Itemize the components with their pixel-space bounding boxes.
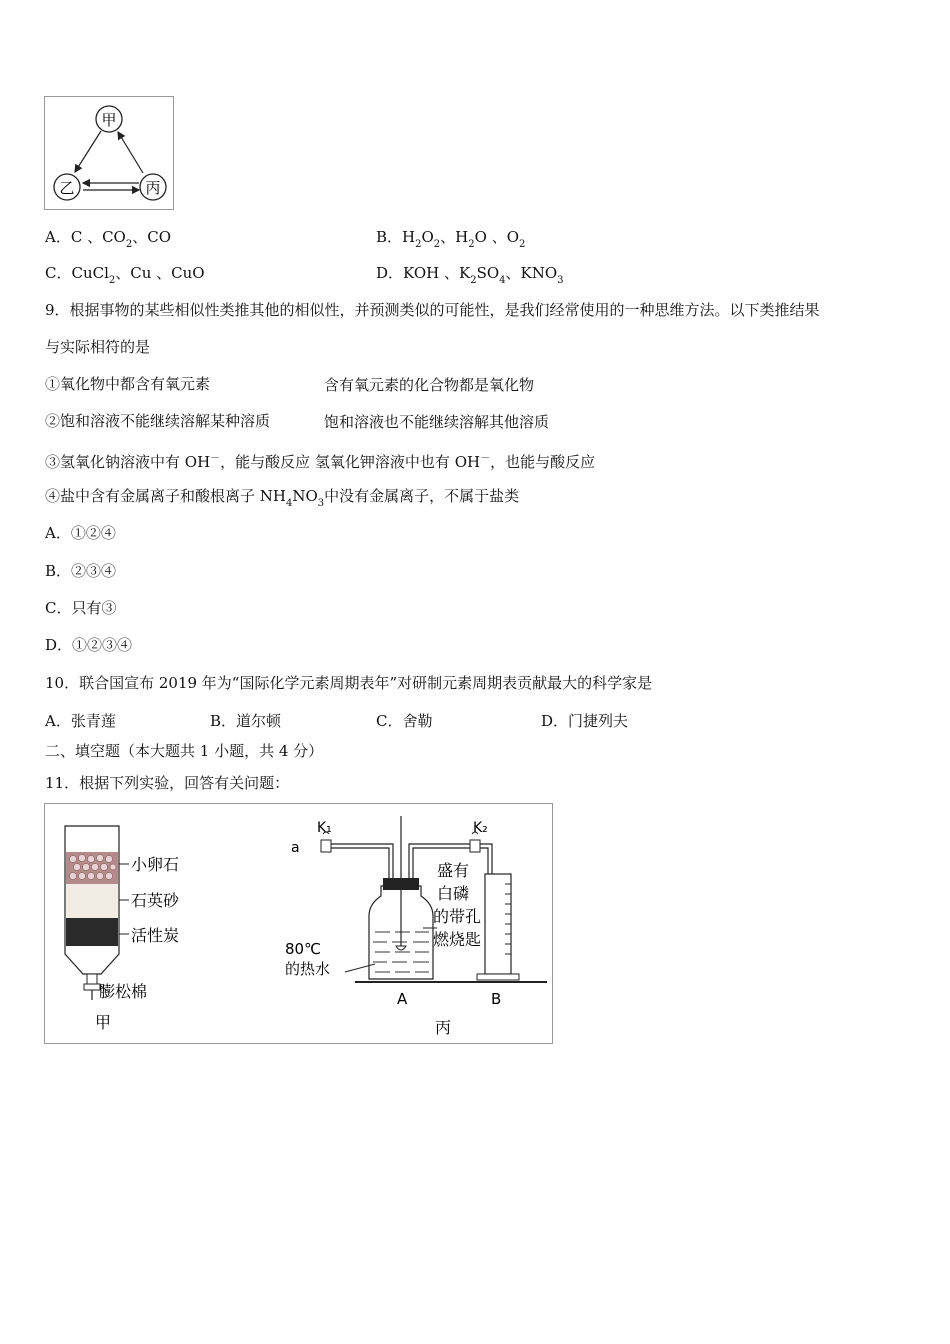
q9-item-1-right: 含有氧元素的化合物都是氧化物 xyxy=(324,376,535,394)
experiment-diagram xyxy=(45,804,552,1043)
q11-experiment-figure xyxy=(44,803,553,1044)
q9-item-1: ①氧化物中都含有氧元素 xyxy=(45,375,211,393)
node-left: 乙 xyxy=(59,179,75,197)
q9-option-c: C．只有③ xyxy=(45,599,117,617)
label-spoon-4: 燃烧匙 xyxy=(433,930,482,949)
label-jia: 甲 xyxy=(95,1013,112,1032)
cycle-diagram xyxy=(45,97,173,209)
q8-cycle-figure xyxy=(44,96,174,210)
label-bing: 丙 xyxy=(435,1018,452,1037)
q11-stem: 11．根据下列实验，回答有关问题： xyxy=(45,774,290,792)
combustion-apparatus xyxy=(285,816,547,1037)
label-spoon-1: 盛有 xyxy=(437,861,470,880)
q8-option-b: B．$H_2O_2$、$H_2O$ 、$O_2$ xyxy=(376,228,526,250)
label-k2: K₂ xyxy=(473,820,488,836)
node-right: 丙 xyxy=(145,179,161,197)
q9-option-d: D．①②③④ xyxy=(45,636,133,654)
q9-item-2: ②饱和溶液不能继续溶解某种溶质 xyxy=(45,412,271,430)
label-activated-carbon: 活性炭 xyxy=(131,926,180,945)
label-water-temp: 80℃ xyxy=(285,940,321,958)
q10-option-b: B．道尔顿 xyxy=(210,712,282,730)
label-A: A xyxy=(397,990,408,1008)
label-B: B xyxy=(491,990,502,1008)
label-quartz-sand: 石英砂 xyxy=(131,891,180,910)
q9-stem-line1: 9．根据事物的某些相似性类推其他的相似性，并预测类似的可能性，是我们经常使用的一种思维方法。以下类推结果 xyxy=(45,301,820,319)
q10-option-c: C．舍勒 xyxy=(376,712,433,730)
q9-option-b: B．②③④ xyxy=(45,562,117,580)
label-spoon-3: 的带孔 xyxy=(433,907,482,926)
q10-stem: 10．联合国宣布 2019 年为“国际化学元素周期表年”对研制元素周期表贡献最大的科学家是 xyxy=(45,674,653,692)
q10-option-d: D．门捷列夫 xyxy=(541,712,629,730)
label-spoon-2: 白磷 xyxy=(437,884,470,903)
q9-stem-line2: 与实际相符的是 xyxy=(45,338,151,356)
q8-option-c: C．CuCl$_2$、Cu 、CuO xyxy=(45,264,205,286)
q10-option-a: A．张青莲 xyxy=(45,712,116,730)
q9-item-4: ④盐中含有金属离子和酸根离子 $NH_4NO_3$中没有金属离子，不属于盐类 xyxy=(45,487,520,509)
q8-option-d: D．KOH 、$K_2SO_4$、$KNO_3$ xyxy=(376,264,564,286)
arrow-top-left xyxy=(75,131,101,172)
section-heading: 二、填空题（本大题共 1 小题，共 4 分） xyxy=(45,742,324,760)
label-k1: K₁ xyxy=(317,820,332,836)
arrow-right-top xyxy=(118,132,143,173)
label-pebbles: 小卵石 xyxy=(131,855,180,874)
label-hot-water: 的热水 xyxy=(285,960,331,978)
filter-apparatus xyxy=(65,826,180,1032)
q9-item-2-right: 饱和溶液也不能继续溶解其他溶质 xyxy=(324,413,550,431)
carbon-layer xyxy=(66,918,118,946)
node-top: 甲 xyxy=(101,111,117,129)
q9-item-3: ③氢氧化钠溶液中有 OH－，能与酸反应 氢氧化钾溶液中也有 OH－，也能与酸反应 xyxy=(45,453,596,471)
label-a: a xyxy=(291,840,300,856)
q8-option-a: A．C 、$CO_2$、CO xyxy=(45,228,172,250)
q9-option-a: A．①②④ xyxy=(45,524,116,542)
label-cotton: 膨松棉 xyxy=(99,982,148,1001)
sand-layer xyxy=(66,884,118,918)
